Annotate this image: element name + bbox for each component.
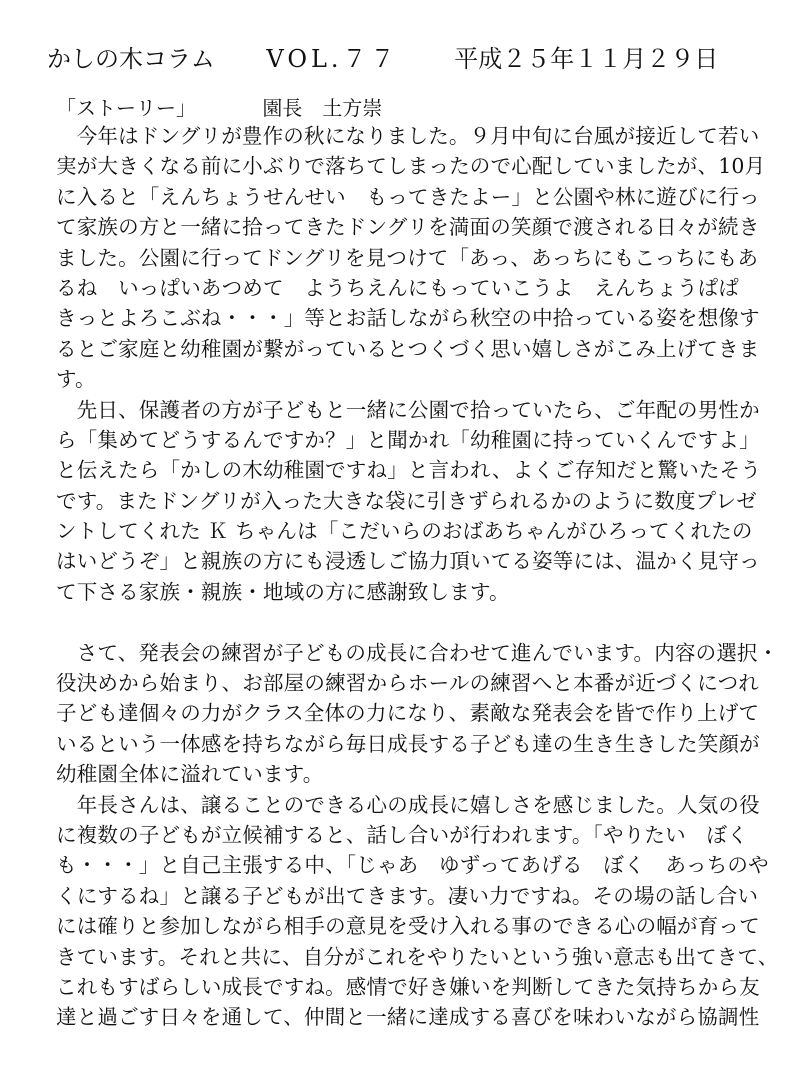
- text-line: て家族の方と一緒に拾ってきたドングリを満面の笑顔で渡される日々が続き: [56, 215, 760, 240]
- text-line: くにするね」と譲る子どもが出てきます。凄い力ですね。その場の話し合い: [56, 883, 759, 908]
- text-line: と伝えたら「かしの木幼稚園ですね」と言われ、よくご存知だと驚いたそう: [56, 458, 762, 483]
- article-heading: [56, 95, 382, 121]
- text-line: に複数の子どもが立候補すると、話し合いが行われます。「やりたい ぼく: [56, 822, 748, 847]
- paragraph: [56, 790, 779, 1033]
- paragraph: [56, 395, 762, 608]
- text-line: には確りと参加しながら相手の意見を受け入れる事のできる心の幅が育って: [56, 914, 760, 939]
- volume-number: VOL.７７: [266, 45, 399, 73]
- text-line: 先日、保護者の方が子どもと一緒に公園で拾っていたら、ご年配の男性か: [56, 397, 760, 422]
- column-header: [47, 44, 718, 74]
- text-line: す。: [56, 367, 96, 392]
- column-title: かしの木コラム: [47, 45, 215, 73]
- text-line: さて、発表会の練習が子どもの成長に合わせて進んでいます。内容の選択・: [56, 640, 779, 665]
- issue-date: 平成２５年１１月２９日: [454, 45, 719, 73]
- text-line: も・・・」と自己主張する中、「じゃあ ゆずってあげる ぼく あっちのや: [56, 853, 769, 878]
- article-body: [56, 121, 779, 1033]
- text-line: 子ども達個々の力がクラス全体の力になり、素敵な発表会を皆で作り上げて: [56, 701, 760, 726]
- article-author: 園長 土方崇: [262, 96, 383, 120]
- text-line: 達と過ごす日々を通して、仲間と一緒に達成する喜びを味わいながら協調性: [56, 1005, 760, 1030]
- text-line: 実が大きくなる前に小ぶりで落ちてしまったので心配していましたが、10月: [56, 154, 766, 179]
- text-line: 今年はドングリが豊作の秋になりました。９月中旬に台風が接近して若い: [56, 124, 760, 148]
- article-title: 「ストーリー」: [56, 96, 196, 120]
- text-line: いるという一体感を持ちながら毎日成長する子ども達の生き生きした笑顔が: [56, 731, 760, 756]
- text-line: です。またドングリが入った大きな袋に引きずられるかのように数度プレゼ: [56, 488, 757, 513]
- paragraph: [56, 121, 766, 395]
- text-line: きています。それと共に、自分がこれをやりたいという強い意志も出てきて、: [56, 944, 779, 969]
- text-line: これもすばらしい成長ですね。感情で好き嫌いを判断してきた気持ちから友: [56, 974, 760, 999]
- text-line: に入ると「えんちょうせんせい もってきたよー」と公園や林に遊びに行っ: [56, 184, 760, 209]
- paragraph: [56, 638, 779, 790]
- text-line: るとご家庭と幼稚園が繋がっているとつくづく思い嬉しさがこみ上げてきま: [56, 336, 760, 361]
- text-line: ントしてくれた Ｋ ちゃんは「こだいらのおばあちゃんがひろってくれたの: [56, 519, 753, 544]
- text-line: るね いっぱいあつめて ようちえんにもっていこうよ えんちょうぱぱ: [56, 275, 740, 300]
- text-line: はいどうぞ」と親族の方にも浸透しご協力頂いてる姿等には、温かく見守っ: [56, 549, 760, 574]
- text-line: 年長さんは、譲ることのできる心の成長に嬉しさを感じました。人気の役: [56, 792, 760, 817]
- text-line: 役決めから始まり、お部屋の練習からホールの練習へと本番が近づくにつれ: [56, 671, 759, 696]
- text-line: きっとよろこぶね・・・」等とお話しながら秋空の中拾っている姿を想像す: [56, 306, 760, 331]
- text-line: ら「集めてどうするんですか？」と聞かれ「幼稚園に持っていくんですよ」: [56, 427, 760, 452]
- paragraph-spacer: [56, 607, 756, 637]
- text-line: て下さる家族・親族・地域の方に感謝致します。: [56, 579, 510, 604]
- text-line: ました。公園に行ってドングリを見つけて「あっ、あっちにもこっちにもあ: [56, 245, 759, 270]
- text-line: 幼稚園全体に溢れています。: [56, 762, 324, 787]
